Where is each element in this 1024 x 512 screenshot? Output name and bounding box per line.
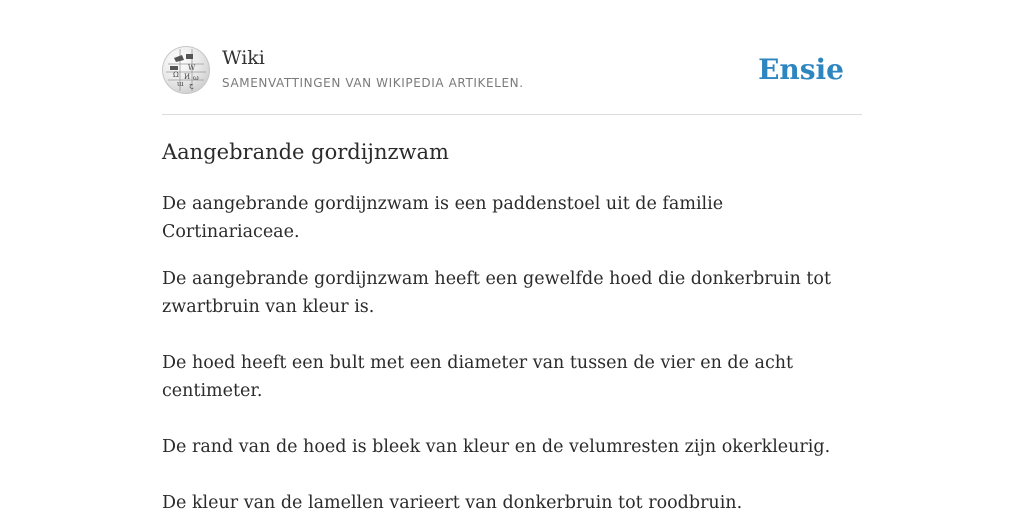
site-tagline: SAMENVATTINGEN VAN WIKIPEDIA ARTIKELEN. bbox=[222, 76, 524, 90]
article-paragraph: De rand van de hoed is bleek van kleur en de velumresten zijn okerkleurig. bbox=[162, 437, 831, 457]
ensie-brand-link[interactable]: Ensie bbox=[758, 53, 844, 86]
article-paragraph: De aangebrande gordijnzwam heeft een gewelfde hoed die donkerbruin tot zwartbruin van kleur is. bbox=[162, 269, 831, 317]
article-paragraph: De kleur van de lamellen varieert van donkerbruin tot roodbruin. bbox=[162, 493, 743, 512]
svg-text:ω: ω bbox=[193, 74, 199, 82]
svg-text:Ω: Ω bbox=[173, 71, 179, 79]
site-header bbox=[162, 46, 862, 115]
article-paragraph: De hoed heeft een bult met een diameter van tussen de vier en de acht centimeter. bbox=[162, 353, 794, 401]
svg-text:W: W bbox=[188, 64, 196, 72]
article-title: Aangebrande gordijnzwam bbox=[162, 140, 449, 164]
svg-text:ح: ح bbox=[189, 81, 194, 89]
article-paragraph: De aangebrande gordijnzwam is een paddenstoel uit de familie Cortinariaceae. bbox=[162, 194, 724, 242]
svg-text:И: И bbox=[184, 73, 191, 81]
site-name[interactable]: Wiki bbox=[222, 47, 265, 69]
article bbox=[162, 136, 862, 512]
svg-text:ɯ: ɯ bbox=[177, 80, 184, 88]
wikipedia-globe-icon[interactable] bbox=[162, 46, 210, 94]
